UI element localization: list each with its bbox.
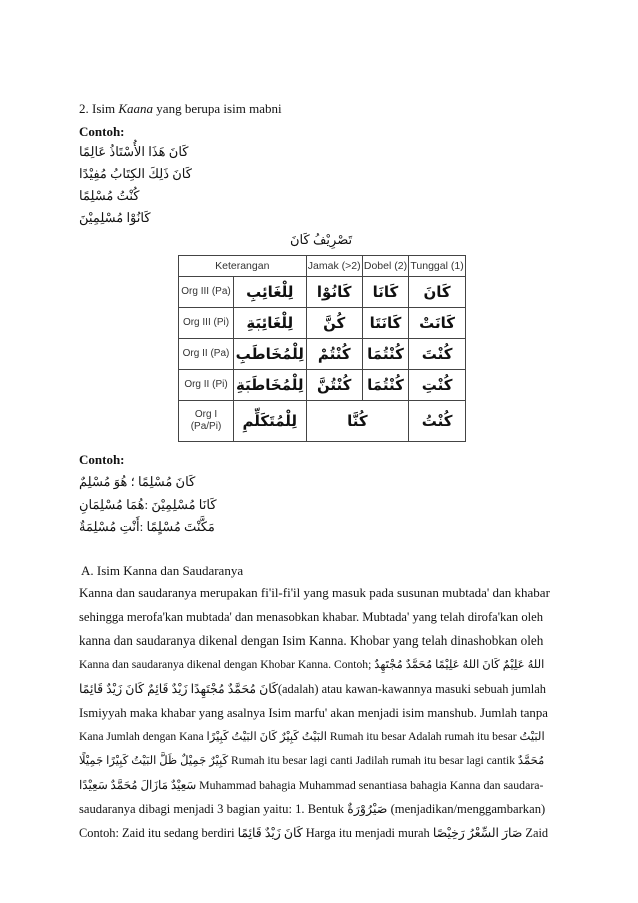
dobel-cell: كُنْتُمَا (362, 370, 408, 401)
jamak-cell: كَانُوْا (306, 277, 362, 308)
paragraph-line: sehingga merofa'kan mubtada' dan menasobkan khabar. Mubtada' yang telah dirofa'kan oleh (79, 610, 544, 624)
pronoun-cell: لِلْمُتَكَلِّمِ (234, 401, 307, 442)
paragraph-line: Ismiyyah maka khabar yang asalnya Isim marfu' akan menjadi isim manshub. Jumlah tanpa (79, 706, 548, 720)
paragraph-line: Contoh: Zaid itu sedang berdiri كَانَ زَيْدٌ قَائِمًا Harga itu menjadi murah صَارَ السِّعْرُ رَخِيْصًا Zaid (79, 826, 549, 840)
paragraph-line: كَبِيْرٌ جَمِيْلٌ ظَلَّ البَيْتُ كَبِيْرًا جَمِيْلًا Rumah itu besar lagi canti Jadilah rumah itu besar lagi cantik مُحَمَّدٌ (79, 754, 545, 767)
row-label: Org II (Pi) (179, 370, 234, 401)
dobel-cell: كَانَا (362, 277, 408, 308)
header-tunggal: Tunggal (1) (409, 256, 466, 277)
paragraph-line: Kana Jumlah dengan Kana البَيْتُ كَبِيْرٌ كَانَ البَيْتُ كَبِيْرًا Rumah itu besar Adalah rumah itu besar البَيْتُ (79, 730, 545, 743)
table-header-row (179, 256, 466, 277)
paragraph-line: كَانَ مُحَمَّدٌ مُجْتَهِدًا زَيْدٌ قَائِمٌ كَانَ زَيْدٌ قَائِمًا(adalah) atau kawan-kawannya masuki sebuah jumlah (79, 682, 546, 696)
plural-dual-cell: كُنَّا (306, 401, 409, 442)
header-dobel: Dobel (2) (362, 256, 408, 277)
paragraph-line: Kanna dan saudaranya merupakan fi'il-fi'il yang masuk pada susunan mubtada' dan khabar (79, 585, 550, 600)
arabic-example-text: كَانَ مُسْلِمًا ؛ هُوَ مُسْلِمٌ (79, 474, 196, 489)
arabic-example-text: كَانَا مُسْلِمِيْنَ :هُمَا مُسْلِمَانِ (79, 497, 217, 512)
contoh-label: Contoh: (79, 452, 125, 467)
table-row (179, 370, 466, 401)
dobel-cell: كُنْتُمَا (362, 339, 408, 370)
tunggal-cell: كَانَ (409, 277, 466, 308)
pronoun-cell: لِلْمُخَاطَبَةِ (234, 370, 307, 401)
section-heading (79, 101, 282, 117)
arabic-example (79, 497, 217, 513)
dobel-cell: كَانَتَا (362, 308, 408, 339)
arabic-example: كَانَ هَذَا الأُسْتَاذُ عَالِمًا (79, 144, 189, 159)
paragraph-line: saudaranya dibagi menjadi 3 bagian yaitu: 1. Bentuk صَيْرُوْرَةٌ (menjadikan/menggambarkan) (79, 802, 546, 816)
table-row (179, 308, 466, 339)
heading-italic-word: Kaana (118, 101, 154, 116)
arabic-example-text: مَكَّنْتَ مُسْلٍمًا :أَنْتِ مُسْلِمَةٌ (79, 519, 215, 534)
paragraph-line: سَعِيْدٌ مَازَالَ مُحَمَّدٌ سَعِيْدًا Muhammad bahagia Muhammad senantiasa bahagia Kanna dan saudara- (79, 778, 544, 792)
arabic-example (79, 474, 196, 490)
arabic-example: كَانَ ذَلِكَ الكِتَابُ مُفِيْدًا (79, 166, 192, 181)
heading-text: 2. Isim Kaana yang berupa isim mabni (79, 101, 282, 116)
jamak-cell: كُنْتُنَّ (306, 370, 362, 401)
arabic-example (79, 519, 215, 535)
jamak-cell: كُنْتُمْ (306, 339, 362, 370)
tasrif-title: تَصْرِيْفُ كَانَ (290, 232, 353, 247)
row-label: Org III (Pa) (179, 277, 234, 308)
row-label: Org I (Pa/Pi) (179, 401, 234, 442)
tunggal-cell: كَانَتْ (409, 308, 466, 339)
pronoun-cell: لِلْغَائِبَةِ (234, 308, 307, 339)
tunggal-cell: كُنْتِ (409, 370, 466, 401)
contoh-label: Contoh: (79, 124, 125, 139)
header-jamak: Jamak (>2) (306, 256, 362, 277)
row-label: Org III (Pi) (179, 308, 234, 339)
row-label: Org II (Pa) (179, 339, 234, 370)
pronoun-cell: لِلْغَائِبِ (234, 277, 307, 308)
table-row (179, 277, 466, 308)
tunggal-cell: كُنْتَ (409, 339, 466, 370)
section-title: A. Isim Kanna dan Saudaranya (81, 563, 244, 578)
jamak-cell: كُنَّ (306, 308, 362, 339)
paragraph-line: Kanna dan saudaranya dikenal dengan Khobar Kanna. Contoh; ‏اللهُ عَلِيْمٌ كَانَ اللهُ عَلِيْمًا مُحَمَّدٌ مُجْتَهِدٌ (79, 658, 545, 671)
conjugation-table (178, 255, 466, 442)
pronoun-cell: لِلْمُخَاطَبِ (234, 339, 307, 370)
paragraph-line: kanna dan saudaranya dikenal dengan Isim Kanna. Khobar yang telah dinashobkan oleh (79, 633, 544, 648)
header-keterangan: Keterangan (179, 256, 307, 277)
table-row (179, 339, 466, 370)
arabic-example: كَانُوْا مُسْلِمِيْنَ (79, 210, 151, 225)
tunggal-cell: كُنْتُ (409, 401, 466, 442)
arabic-example: كُنْتُ مُسْلِمًا (79, 188, 140, 203)
table-row (179, 401, 466, 442)
